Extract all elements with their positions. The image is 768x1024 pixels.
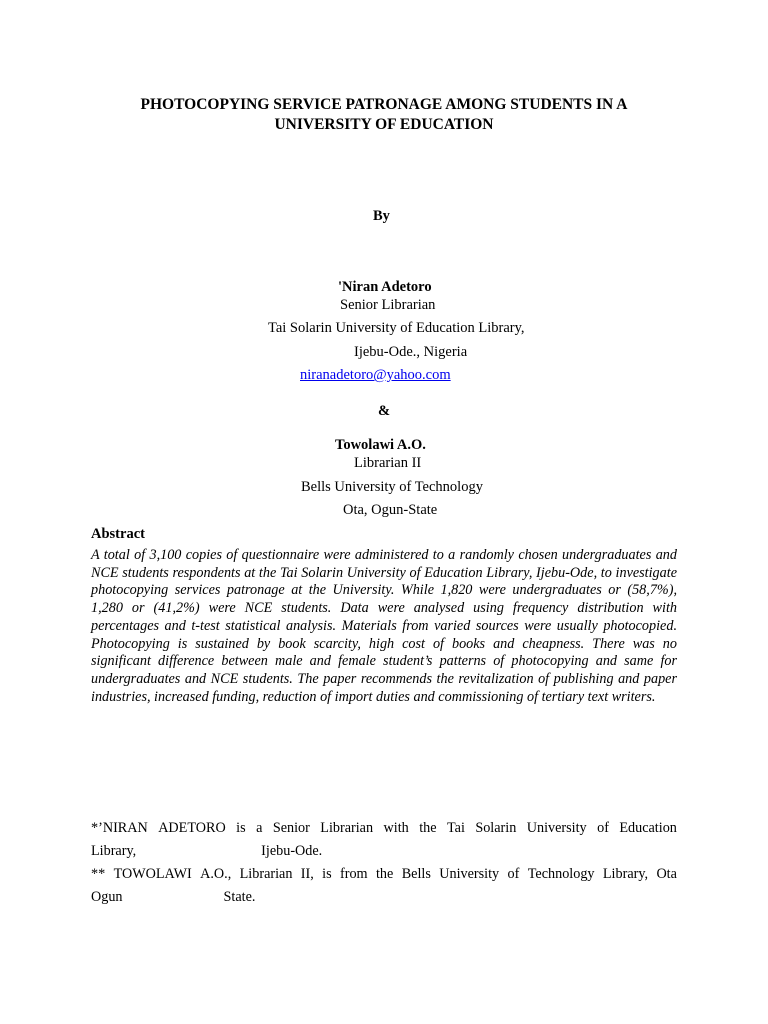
footnote-word: Library, xyxy=(602,866,649,882)
footnote-word: Ota xyxy=(656,866,677,882)
footnote-word: from xyxy=(340,866,368,882)
footnote-author2-line2-end: State. xyxy=(223,889,256,905)
author1-role: Senior Librarian xyxy=(340,297,436,313)
footnote-author1 xyxy=(91,817,677,863)
footnote-word: Tai xyxy=(446,820,465,836)
paper-title-line-2: UNIVERSITY OF EDUCATION xyxy=(274,116,494,133)
footnote-word: *’NIRAN xyxy=(91,820,148,836)
paper-title-line-1: PHOTOCOPYING SERVICE PATRONAGE AMONG STUDENTS IN A xyxy=(140,96,628,113)
footnote-word: ** xyxy=(91,866,106,882)
footnote-word: a xyxy=(256,820,263,836)
author1-name: 'Niran Adetoro xyxy=(338,279,432,295)
footnote-word: is xyxy=(236,820,246,836)
author1-institution: Tai Solarin University of Education Library, xyxy=(268,320,525,336)
footnote-word: Senior xyxy=(272,820,310,836)
abstract-text: A total of 3,100 copies of questionnaire were administered to a randomly chosen undergraduates and NCE students respondents at the Tai Solarin University of Education Library, Ijebu-Ode, to investigate photocopying services patronage at the University. While 1,820 were undergraduates or (58,7%), 1,280 or (41,2%) were NCE students. Data were analysed using frequency distribution with percentages and t-test statistical analysis. Materials from varied sources were usually photocopied. Photocopying is sustained by book scarcity, high cost of books and cheapness. There was no significant difference between male and female student’s patterns of photocopying and same for undergraduates and NCE students. The paper recommends the revitalization of publishing and paper industries, increased funding, reduction of import duties and commissioning of tertiary text writers. xyxy=(91,547,677,705)
footnote-word: University xyxy=(439,866,500,882)
by-label: By xyxy=(373,208,390,224)
author1-city: Ijebu-Ode., Nigeria xyxy=(354,344,468,360)
author2-role: Librarian II xyxy=(354,455,422,471)
footnote-author1-line2-start: Library, xyxy=(91,843,137,859)
footnote-word: University xyxy=(526,820,587,836)
footnote-word: ADETORO xyxy=(158,820,226,836)
author2-city: Ota, Ogun-State xyxy=(343,502,438,518)
author2-institution: Bells University of Technology xyxy=(301,479,483,495)
footnote-word: is xyxy=(322,866,332,882)
footnote-word: with xyxy=(383,820,409,836)
footnote-author1-line2-end: Ijebu-Ode. xyxy=(261,843,323,859)
footnote-word: Librarian xyxy=(239,866,293,882)
footnote-author2 xyxy=(91,863,677,909)
footnote-word: Solarin xyxy=(475,820,517,836)
footnote-word: Librarian xyxy=(320,820,374,836)
footnote-word: A.O., xyxy=(200,866,232,882)
footnote-word: Technology xyxy=(527,866,595,882)
footnote-word: TOWOLAWI xyxy=(113,866,192,882)
footnote-author1-line2 xyxy=(91,840,677,863)
footnote-author2-line1 xyxy=(91,863,677,886)
author1-email-link[interactable]: niranadetoro@yahoo.com xyxy=(300,367,451,383)
footnote-word: Bells xyxy=(401,866,431,882)
footnote-word: of xyxy=(597,820,609,836)
footnote-word: the xyxy=(419,820,437,836)
footnote-author2-line2-start: Ogun xyxy=(91,889,123,905)
author2-name: Towolawi A.O. xyxy=(335,437,426,453)
footnote-word: II, xyxy=(300,866,314,882)
footnote-word: of xyxy=(507,866,520,882)
author-separator: & xyxy=(378,403,391,419)
footnote-word: Education xyxy=(619,820,677,836)
abstract-heading: Abstract xyxy=(91,526,145,542)
footnote-word: the xyxy=(375,866,394,882)
footnote-author2-line2 xyxy=(91,886,677,909)
footnote-author1-line1 xyxy=(91,817,677,840)
